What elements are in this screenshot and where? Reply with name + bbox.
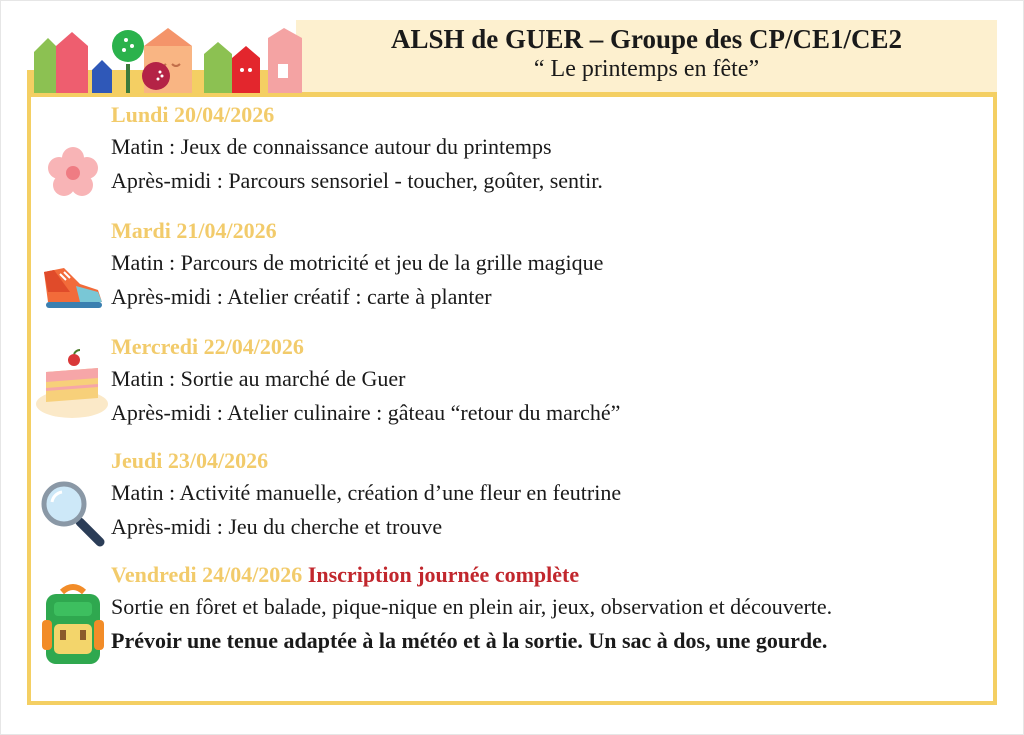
magnifier-icon: [40, 480, 106, 548]
afternoon-activity: Après-midi : Parcours sensoriel - toucher, goûter, sentir.: [111, 168, 603, 193]
day-title: Mardi 21/04/2026: [111, 218, 277, 243]
day-title: Lundi 20/04/2026: [111, 102, 275, 127]
sneaker-icon: [40, 262, 104, 312]
day-activity: Sortie en fôret et balade, pique-nique en plein air, jeux, observation et découverte.: [111, 594, 833, 619]
backpack-icon: [40, 584, 106, 666]
cake-icon: [34, 348, 110, 420]
day-thursday: [111, 448, 621, 544]
morning-activity: Matin : Jeux de connaissance autour du printemps: [111, 134, 552, 159]
day-tuesday: [111, 218, 603, 314]
afternoon-activity: Après-midi : Atelier créatif : carte à planter: [111, 284, 492, 309]
header-box: [296, 20, 997, 96]
flower-icon: [44, 144, 102, 202]
equipment-note: Prévoir une tenue adaptée à la météo et à la sortie. Un sac à dos, une gourde.: [111, 628, 828, 653]
day-title: [111, 562, 832, 590]
day-friday: [111, 562, 832, 658]
page-title: ALSH de GUER – Groupe des CP/CE1/CE2: [390, 24, 903, 54]
houses-illustration: [30, 24, 310, 96]
day-title: Jeudi 23/04/2026: [111, 448, 269, 473]
page-subtitle: “ Le printemps en fête”: [533, 56, 760, 82]
day-title-text: Vendredi 24/04/2026: [111, 562, 303, 587]
morning-activity: Matin : Parcours de motricité et jeu de la grille magique: [111, 250, 604, 275]
afternoon-activity: Après-midi : Atelier culinaire : gâteau “retour du marché”: [111, 400, 621, 425]
morning-activity: Matin : Activité manuelle, création d’une fleur en feutrine: [111, 480, 622, 505]
afternoon-activity: Après-midi : Jeu du cherche et trouve: [111, 514, 443, 539]
day-wednesday: [111, 334, 620, 430]
morning-activity: Matin : Sortie au marché de Guer: [111, 366, 406, 391]
day-monday: [111, 102, 603, 198]
day-title: Mercredi 22/04/2026: [111, 334, 304, 359]
registration-note: Inscription journée complète: [307, 562, 580, 587]
